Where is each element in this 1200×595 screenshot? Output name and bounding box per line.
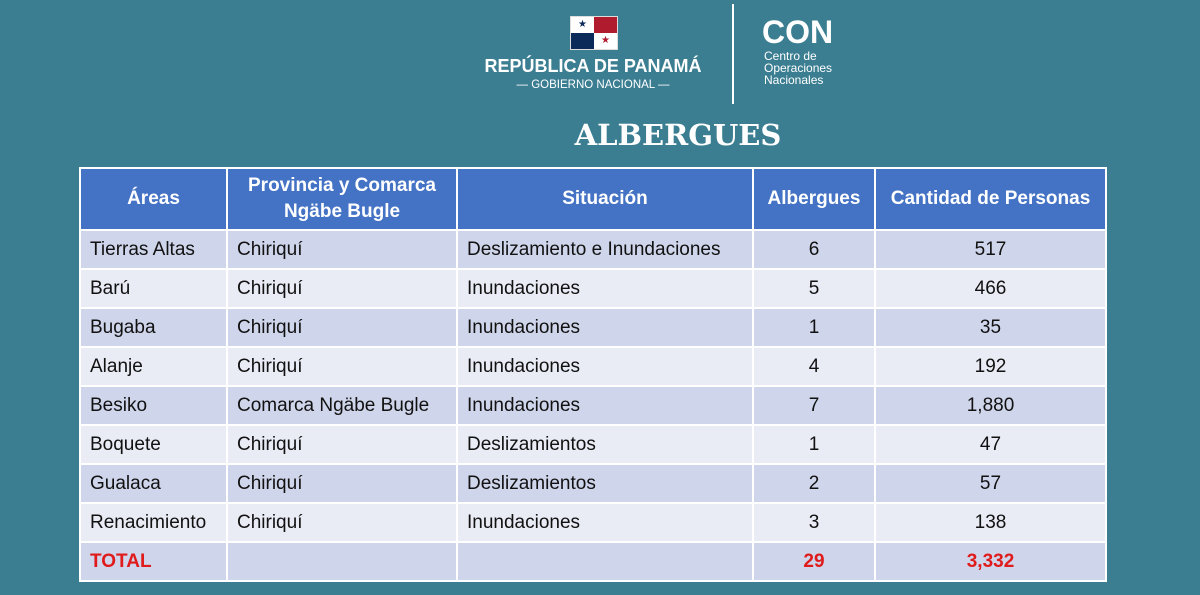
table-cell: 1 [753, 425, 875, 464]
con-logo: CON [762, 14, 834, 50]
table-cell: 1 [753, 308, 875, 347]
table-cell: Inundaciones [457, 308, 753, 347]
table-row [80, 425, 1106, 464]
table-cell: 138 [875, 503, 1106, 542]
government-subtitle: — GOBIERNO NACIONAL — [516, 79, 670, 91]
table-cell: Chiriquí [227, 425, 457, 464]
column-header: Provincia y Comarca Ngäbe Bugle [227, 168, 457, 230]
table-cell: Deslizamientos [457, 464, 753, 503]
table-cell: Inundaciones [457, 503, 753, 542]
panama-flag-logo [570, 16, 618, 50]
table-cell: Inundaciones [457, 269, 753, 308]
column-header: Áreas [80, 168, 227, 230]
column-header: Cantidad de Personas [875, 168, 1106, 230]
total-cell [227, 542, 457, 581]
table-row [80, 308, 1106, 347]
table-cell: Chiriquí [227, 308, 457, 347]
column-header: Albergues [753, 168, 875, 230]
table-cell: 3 [753, 503, 875, 542]
table-cell: Chiriquí [227, 230, 457, 269]
table-row [80, 386, 1106, 425]
table-row [80, 269, 1106, 308]
con-subtitle: Centro de Operaciones Nacionales [764, 49, 833, 87]
table-cell: 35 [875, 308, 1106, 347]
table-cell: 466 [875, 269, 1106, 308]
table-cell: Besiko [80, 386, 227, 425]
table-cell: 1,880 [875, 386, 1106, 425]
table-cell: Chiriquí [227, 269, 457, 308]
table-cell: 57 [875, 464, 1106, 503]
blue-star-icon: ★ [578, 19, 587, 30]
table-cell: Deslizamiento e Inundaciones [457, 230, 753, 269]
table-row [80, 503, 1106, 542]
table-cell: Tierras Altas [80, 230, 227, 269]
table-cell: 192 [875, 347, 1106, 386]
republic-title: REPÚBLICA DE PANAMÁ [484, 56, 702, 76]
table-row [80, 230, 1106, 269]
table-cell: Inundaciones [457, 386, 753, 425]
total-cell [457, 542, 753, 581]
table-cell: 2 [753, 464, 875, 503]
table-cell: Renacimiento [80, 503, 227, 542]
total-row [80, 542, 1106, 581]
total-cell: 29 [753, 542, 875, 581]
column-header: Situación [457, 168, 753, 230]
table-header [80, 168, 1106, 230]
table-cell: Chiriquí [227, 464, 457, 503]
table-cell: Chiriquí [227, 503, 457, 542]
table-cell: Barú [80, 269, 227, 308]
total-cell: 3,332 [875, 542, 1106, 581]
table-cell: Inundaciones [457, 347, 753, 386]
table-cell: 517 [875, 230, 1106, 269]
table-cell: Deslizamientos [457, 425, 753, 464]
shelters-table [79, 167, 1107, 582]
table-row [80, 347, 1106, 386]
table-cell: Gualaca [80, 464, 227, 503]
page-title: ALBERGUES [574, 118, 782, 152]
red-star-icon: ★ [601, 35, 610, 46]
table-cell: Alanje [80, 347, 227, 386]
table-cell: Boquete [80, 425, 227, 464]
table-cell: 5 [753, 269, 875, 308]
table-cell: 47 [875, 425, 1106, 464]
logo-divider [732, 4, 734, 104]
table-cell: 4 [753, 347, 875, 386]
total-cell: TOTAL [80, 542, 227, 581]
table-cell: Chiriquí [227, 347, 457, 386]
table-cell: 7 [753, 386, 875, 425]
table-cell: Comarca Ngäbe Bugle [227, 386, 457, 425]
table-row [80, 464, 1106, 503]
table-cell: Bugaba [80, 308, 227, 347]
table-cell: 6 [753, 230, 875, 269]
